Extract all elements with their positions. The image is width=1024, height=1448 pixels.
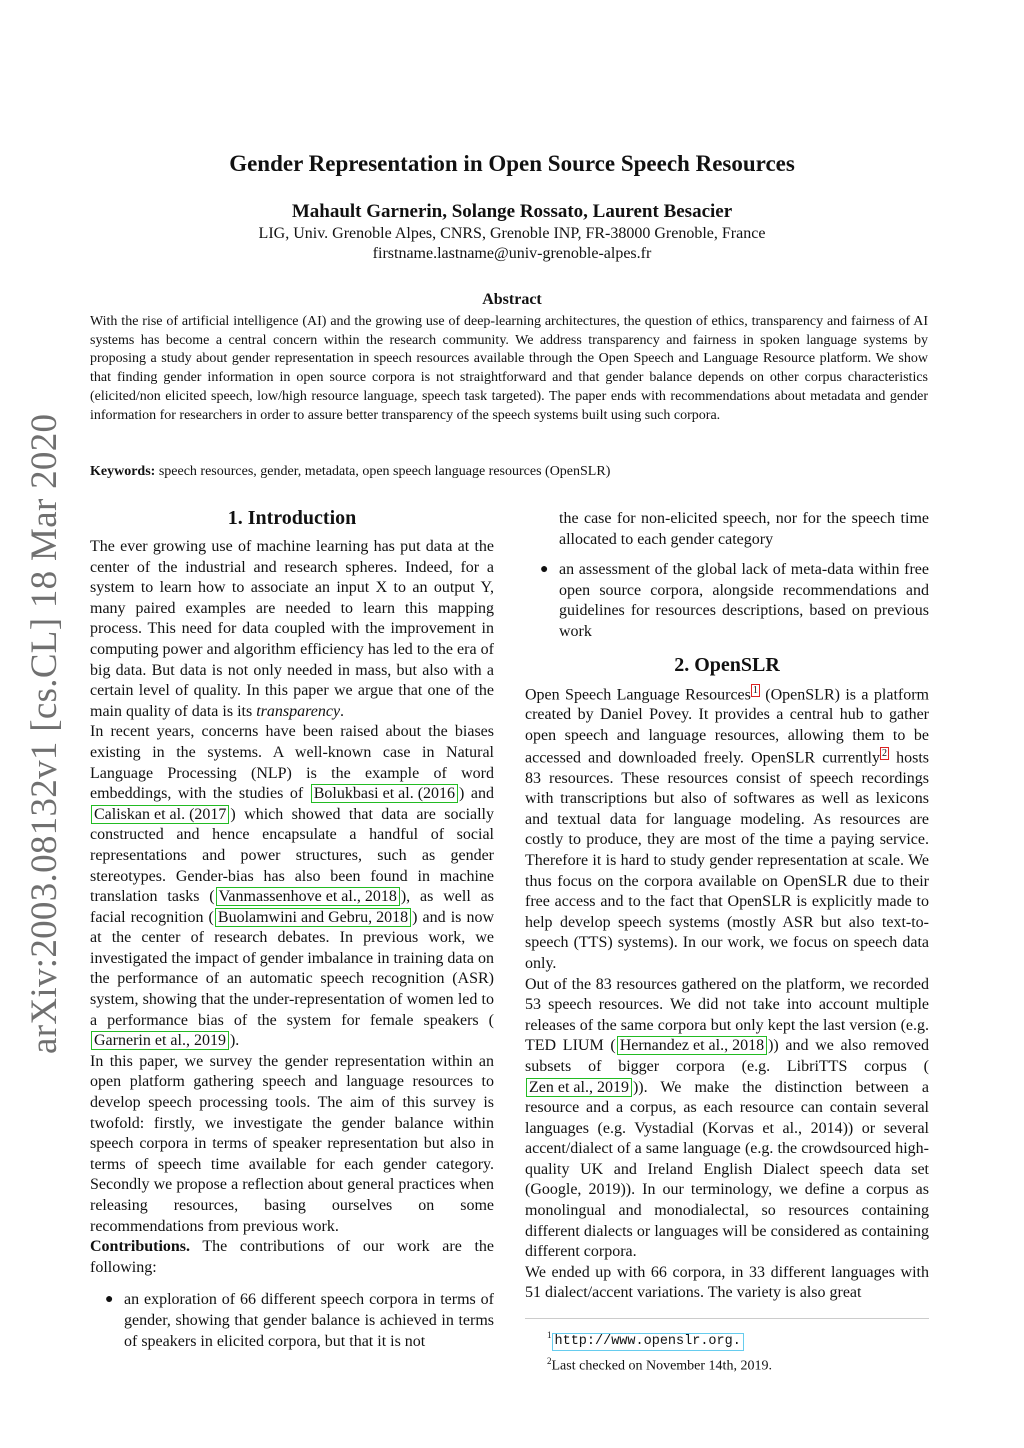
intro-p2-text-c: ) which showed that data are socially constructed and hence encapsulate a handful of social representations and power structures, such as gender stereotypes. Gender-bias has also been found in machine translation tasks ( <box>90 805 494 906</box>
footnote-2-number: 2 <box>547 1355 552 1366</box>
openslr-paragraph-1 <box>525 684 929 975</box>
openslr-p2-text-b: )) and we also removed subsets of bigger corpora (e.g. LibriTTS corpus ( <box>525 1037 929 1075</box>
arxiv-identifier: arXiv:2003.08132v1 [cs.CL] 18 Mar 2020 <box>24 413 65 1054</box>
footnote-2 <box>525 1351 929 1377</box>
footnotes <box>525 1318 929 1376</box>
intro-p1-text: The ever growing use of machine learning has put data at the center of the industrial and research spheres. Indeed, for a system to learn how to associate an input X to an output Y, many paired examples are needed to learn this mapping process. This need for data coupled with the improvement in computing power and algorithm efficiency has led to the era of big data. But data is not only needed in mass, but also with a certain level of quality. In this paper we argue that one of the main quality of data is its <box>90 538 494 720</box>
footnote-2-text: Last checked on November 14th, 2019. <box>551 1358 772 1374</box>
paper-authors: Mahault Garnerin, Solange Rossato, Laurent Besacier <box>291 201 733 222</box>
paper-title: Gender Representation in Open Source Speech Resources <box>229 151 795 176</box>
footnote-ref-1[interactable]: 1 <box>752 684 758 696</box>
citation-link-buolamwini[interactable]: Buolamwini and Gebru, 2018 <box>215 908 411 927</box>
author-affiliation: LIG, Univ. Grenoble Alpes, CNRS, Grenoble INP, FR-38000 Grenoble, France <box>258 225 766 242</box>
intro-paragraph-3: In this paper, we survey the gender representation within an open platform gathering speech and language resources to develop speech processing tools. The aim of this survey is twofold: firstly, we investigate the gender balance within speech corpora in terms of speaker representation but also in terms of speech time available for each gender category. Secondly we propose a reflection about general practices when releasing resources, basing ourselves on some recommendations from previous work. <box>90 1052 494 1235</box>
footnote-url-link[interactable]: http://www.openslr.org. <box>552 1333 744 1351</box>
intro-p2-text-f: ). <box>229 1032 240 1050</box>
footnote-ref-2[interactable]: 2 <box>881 747 887 759</box>
contribution-bullet-2: an assessment of the global lack of meta-data within free open source corpora, alongside recommendations and guidelines for resources descriptions, based on previous work <box>559 561 929 640</box>
intro-p2-text-a: In recent years, concerns have been raised about the biases existing in the systems. A well-known case in Natural Language Processing (NLP) is the example of word embeddings, with the studies of <box>90 723 494 803</box>
citation-link-caliskan[interactable]: Caliskan et al. (2017 <box>91 805 229 824</box>
section-heading-openslr: 2. OpenSLR <box>674 653 780 676</box>
openslr-p1-text-c: hosts 83 resources. These resources consist of speech recordings with transcriptions but also of softwares as well as lexicons and textual data for language modeling. As resources are costly to produce, they are most of the time a paying service. Therefore it is hard to study gender representation at scale. We thus focus on the corpora available on OpenSLR due to their free access and to the fact that OpenSLR is explicitly made to help develop speech systems (mostly ASR but also text-to-speech (TTS) systems). In our work, we focus on speech data only. <box>525 749 930 972</box>
citation-link-zen[interactable]: Zen et al., 2019 <box>526 1078 632 1097</box>
intro-paragraph-2 <box>90 722 494 1052</box>
list-item <box>90 1290 494 1352</box>
contribution-bullet-1: an exploration of 66 different speech corpora in terms of gender, showing that gender balance is achieved in terms of speakers in elicited corpora, but that it is not <box>124 1291 494 1350</box>
citation-link-garnerin[interactable]: Garnerin et al., 2019 <box>91 1031 229 1050</box>
left-column <box>90 506 494 1352</box>
intro-p2-text-b: ) and <box>459 785 494 803</box>
openslr-paragraph-3: We ended up with 66 corpora, in 33 different languages with 51 dialect/accent variations. The variety is also great <box>525 1263 929 1302</box>
citation-link-vanmassenhove[interactable]: Vanmassenhove et al., 2018 <box>216 887 400 906</box>
bullet-icon: ● <box>540 562 549 578</box>
keywords-text: speech resources, gender, metadata, open speech language resources (OpenSLR) <box>155 464 611 479</box>
list-item <box>525 560 929 642</box>
contributions-list-continued <box>525 560 929 642</box>
contributions-list <box>90 1290 494 1352</box>
openslr-paragraph-2 <box>525 975 929 1263</box>
contribution-bullet-1-continued: the case for non-elicited speech, nor for the speech time allocated to each gender category <box>559 510 929 548</box>
intro-p1-end: . <box>340 702 345 720</box>
bullet-icon: ● <box>105 1292 114 1308</box>
abstract-text: With the rise of artificial intelligence (AI) and the growing use of deep-learning architectures, the question of ethics, transparency and fairness of AI systems has become a central concern within the research community. We address transparency and fairness in spoken language systems by proposing a study about gender representation in speech resources available through the Open Speech and Language Resource platform. We show that finding gender information in open source corpora is not straightforward and that gender balance depends on other corpus characteristics (elicited/non elicited speech, low/high resource language, speech task targeted). The paper ends with recommendations about metadata and gender information for researchers in order to assure better transparency of the speech systems built using such corpora. <box>90 314 928 423</box>
right-column <box>525 509 929 1304</box>
openslr-p2-text-a: Out of the 83 resources gathered on the platform, we recorded 53 speech resources. We did not take into account multiple releases of the same corpora but only kept the last version (e.g. TED LIUM ( <box>525 975 929 1055</box>
intro-p2-text-e: ) and is now at the center of research debates. In previous work, we investigated the impact of gender imbalance in training data on the performance of an automatic speech recognition (ASR) system, showing that the under-representation of women led to a performance bias of the system for female speakers ( <box>90 908 495 1029</box>
abstract-heading: Abstract <box>482 291 542 308</box>
contributions-label: Contributions. <box>90 1238 191 1256</box>
openslr-p1-text-b: (OpenSLR) is a platform created by Daniel Povey. It provides a central hub to gather open speech and language resources, allowing them to be accessed and downloaded freely. OpenSLR currently <box>525 685 929 766</box>
openslr-p1-text-a: Open Speech Language Resources <box>525 685 751 703</box>
citation-link-bolukbasi[interactable]: Bolukbasi et al. (2016 <box>311 784 458 803</box>
keywords <box>90 463 928 481</box>
author-email: firstname.lastname@univ-grenoble-alpes.fr <box>372 245 652 262</box>
contributions-paragraph <box>90 1237 494 1278</box>
emphasis-transparency: transparency <box>256 702 341 720</box>
openslr-p2-text-c: )). We make the distinction between a resource and a corpus, as each resource can contain several languages (e.g. Vystadial (Korvas et al., 2014)) or several accent/dialect of a same language (e.g. the crowdsourced high-quality UK and Ireland English Dialect speech data set (Google, 2019)). In our terminology, we define a corpus as monolingual and monodialectal, so resources containing different dialects or languages will be considered as containing different corpora. <box>525 1078 929 1261</box>
footnote-1 <box>525 1325 929 1351</box>
keywords-label: Keywords: <box>90 464 156 479</box>
intro-paragraph-1 <box>90 537 494 722</box>
section-heading-introduction: 1. Introduction <box>227 507 357 529</box>
citation-link-hernandez[interactable]: Hernandez et al., 2018 <box>617 1036 767 1055</box>
arxiv-sidebar <box>19 413 71 1106</box>
footnote-1-number: 1 <box>547 1330 552 1340</box>
intro-p2-text-d: ), as well as facial recognition ( <box>90 888 495 926</box>
contributions-text: The contributions of our work are the following: <box>90 1238 494 1276</box>
